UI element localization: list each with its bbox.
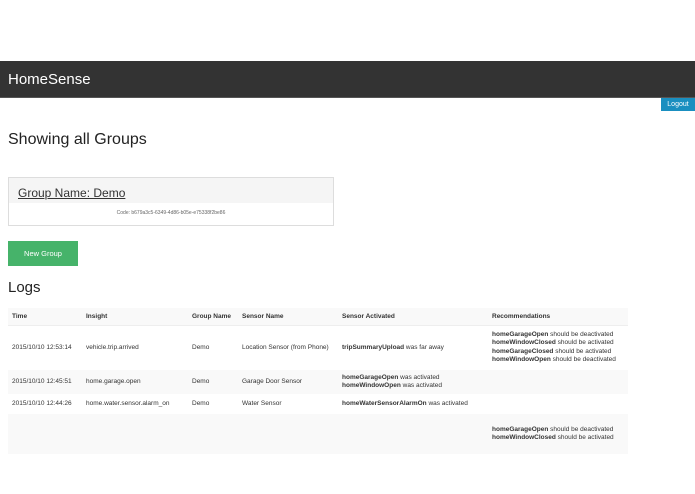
navbar <box>0 61 695 98</box>
column-header: Sensor Activated <box>338 308 488 325</box>
column-header: Sensor Name <box>238 308 338 325</box>
cell-activated <box>338 370 488 394</box>
column-header: Time <box>8 308 82 325</box>
logs-table-container <box>8 308 628 441</box>
cell-sensor: Garage Door Sensor <box>238 370 338 394</box>
cell-activated <box>338 394 488 414</box>
cell-recs <box>488 325 628 370</box>
logout-button[interactable]: Logout <box>661 98 695 111</box>
sensor-status: should be activated <box>555 339 614 347</box>
sensor-status: should be activated <box>555 434 614 441</box>
cell-time: 2015/10/10 12:53:14 <box>12 343 72 351</box>
cell-time <box>8 414 82 454</box>
logs-title: Logs <box>8 279 41 296</box>
table-row <box>8 370 628 394</box>
cell-sensor <box>238 414 338 454</box>
sensor-status: should be deactivated <box>550 356 616 364</box>
sensor-status: should be activated <box>553 347 612 355</box>
cell-insight: vehicle.trip.arrived <box>86 343 139 351</box>
cell-time: 2015/10/10 12:44:26 <box>12 399 72 407</box>
sensor-status: was activated <box>398 373 440 381</box>
column-header: Group Name <box>188 308 238 325</box>
sensor-status: was activated <box>400 382 442 389</box>
cell-time: 2015/10/10 12:45:51 <box>8 370 82 394</box>
new-group-button[interactable]: New Group <box>8 241 78 266</box>
brand-logo[interactable]: HomeSense <box>8 71 91 88</box>
group-code: Code: b679a3c5-6349-4d86-b05e-e75338f2be86 <box>116 210 226 216</box>
cell-activated <box>338 325 488 370</box>
cell-insight: home.garage.open <box>82 370 188 394</box>
cell-recs <box>488 370 628 394</box>
cell-recs <box>488 394 628 414</box>
logs-table <box>8 308 628 454</box>
sensor-status: should be deactivated <box>548 425 614 433</box>
sensor-key: homeWindowClosed <box>492 434 556 441</box>
group-name-link[interactable]: Group Name: Demo <box>18 186 126 200</box>
cell-group: Demo <box>192 399 210 407</box>
sensor-key: homeWindowClosed <box>492 339 556 347</box>
cell-group: Demo <box>188 370 238 394</box>
cell-activated <box>338 414 488 454</box>
table-row <box>8 414 628 454</box>
cell-sensor: Location Sensor (from Phone) <box>242 343 329 351</box>
sensor-key: homeGarageOpen <box>492 330 549 338</box>
sensor-key: homeGarageOpen <box>342 373 399 381</box>
page-title: Showing all Groups <box>8 131 147 148</box>
sensor-key: homeWindowOpen <box>342 382 401 389</box>
table-row <box>8 394 628 414</box>
sensor-key: homeWaterSensorAlarmOn <box>342 399 427 407</box>
sensor-key: homeGarageClosed <box>492 347 554 355</box>
table-row <box>8 325 628 370</box>
sensor-key: tripSummaryUpload <box>342 343 405 351</box>
cell-insight <box>82 414 188 454</box>
column-header: Recommendations <box>488 308 628 325</box>
cell-insight: home.water.sensor.alarm_on <box>86 399 170 407</box>
cell-group <box>188 414 238 454</box>
cell-sensor: Water Sensor <box>242 399 282 407</box>
group-card <box>8 177 334 226</box>
column-header: Insight <box>82 308 188 325</box>
sensor-key: homeGarageOpen <box>492 425 549 433</box>
sensor-status: was activated <box>426 399 468 407</box>
sensor-status: was far away <box>404 343 444 351</box>
cell-recs <box>488 414 628 454</box>
sensor-key: homeWindowOpen <box>492 356 551 364</box>
cell-group: Demo <box>192 343 210 351</box>
sensor-status: should be deactivated <box>548 330 614 338</box>
